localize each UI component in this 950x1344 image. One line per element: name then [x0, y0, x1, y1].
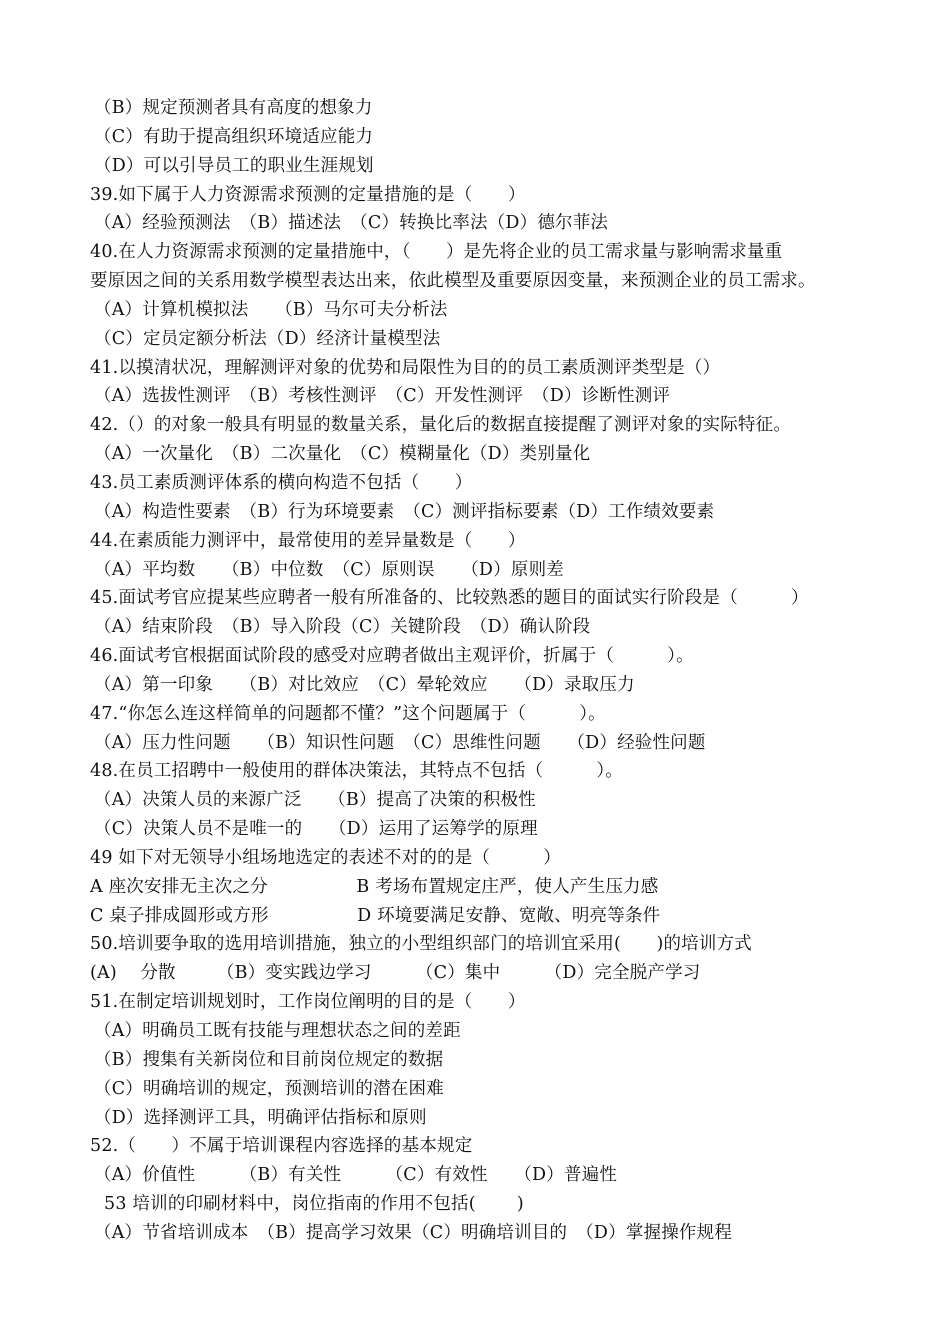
- option-line: A 座次安排无主次之分 B 考场布置规定庄严，使人产生压力感: [90, 876, 659, 897]
- option-line: （A）明确员工既有技能与理想状态之间的差距: [94, 1021, 461, 1041]
- question-41: 41.以摸清状况，理解测评对象的优势和局限性为目的的员工素质测评类型是（）: [90, 357, 721, 378]
- option-line: (A) 分散 （B）变实践边学习 （C）集中 （D）完全脱产学习: [90, 963, 701, 984]
- option-line: （A）计算机模拟法 （B）马尔可夫分析法: [94, 299, 448, 320]
- option-line: （A）决策人员的来源广泛 （B）提高了决策的积极性: [94, 790, 536, 811]
- question-39: 39.如下属于人力资源需求预测的定量措施的是（ ）: [90, 184, 526, 205]
- option-line: （B）规定预测者具有高度的想象力: [94, 98, 373, 118]
- question-52: 52.（ ）不属于培训课程内容选择的基本规定: [90, 1136, 473, 1157]
- option-line: （B）搜集有关新岗位和目前岗位规定的数据: [94, 1049, 444, 1070]
- question-48: 48.在员工招聘中一般使用的群体决策法，其特点不包括（ ）。: [90, 761, 623, 782]
- option-line: （A）平均数 （B）中位数 （C）原则误 （D）原则差: [94, 559, 564, 580]
- exam-question-list: [90, 94, 890, 1248]
- option-line: （A）节省培训成本 （B）提高学习效果（C）明确培训目的 （D）掌握操作规程: [94, 1222, 733, 1243]
- question-53: 53 培训的印刷材料中，岗位指南的作用不包括( ): [104, 1194, 524, 1215]
- option-line: （C）定员定额分析法（D）经济计量模型法: [94, 328, 441, 349]
- option-line: （C）明确培训的规定，预测培训的潜在困难: [94, 1078, 444, 1099]
- question-49: 49 如下对无领导小组场地选定的表述不对的的是（ ）: [90, 847, 561, 868]
- question-44: 44.在素质能力测评中，最常使用的差异量数是（ ）: [90, 530, 526, 551]
- option-line: C 桌子排成圆形或方形 D 环境要满足安静、宽敞、明亮等条件: [90, 905, 661, 926]
- question-40-continued: 要原因之间的关系用数学模型表达出来，依此模型及重要原因变量，来预测企业的员工需求。: [90, 271, 816, 292]
- option-line: （A）经验预测法 （B）描述法 （C）转换比率法（D）德尔菲法: [94, 213, 609, 234]
- question-46: 46.面试考官根据面试阶段的感受对应聘者做出主观评价，折属于（ ）。: [90, 646, 694, 667]
- option-line: （C）决策人员不是唯一的 （D）运用了运筹学的原理: [94, 819, 538, 840]
- question-50: 50.培训要争取的选用培训措施，独立的小型组织部门的培训宜采用( )的培训方式: [90, 934, 752, 955]
- question-40: 40.在人力资源需求预测的定量措施中，（ ）是先将企业的员工需求量与影响需求量重: [90, 242, 783, 263]
- question-47: 47.“你怎么连这样简单的问题都不懂？”这个问题属于（ ）。: [90, 703, 606, 724]
- option-line: （C）有助于提高组织环境适应能力: [94, 126, 374, 147]
- option-line: （A）选拔性测评 （B）考核性测评 （C）开发性测评 （D）诊断性测评: [94, 386, 671, 407]
- option-line: （A）压力性问题 （B）知识性问题 （C）思维性问题 （D）经验性问题: [94, 732, 706, 753]
- question-43: 43.员工素质测评体系的横向构造不包括（ ）: [90, 472, 473, 493]
- question-51: 51.在制定培训规划时，工作岗位阐明的目的是（ ）: [90, 992, 526, 1013]
- option-line: （A）价值性 （B）有关性 （C）有效性 （D）普遍性: [94, 1165, 618, 1186]
- option-line: （A）构造性要素 （B）行为环境要素 （C）测评指标要素（D）工作绩效要素: [94, 501, 715, 522]
- question-45: 45.面试考官应提某些应聘者一般有所准备的、比较熟悉的题目的面试实行阶段是（ ）: [90, 588, 809, 609]
- option-line: （D）可以引导员工的职业生涯规划: [94, 155, 374, 176]
- option-line: （A）第一印象 （B）对比效应 （C）晕轮效应 （D）录取压力: [94, 674, 635, 695]
- question-42: 42.（）的对象一般具有明显的数量关系，量化后的数据直接提醒了测评对象的实际特征。: [90, 415, 792, 436]
- option-line: （D）选择测评工具，明确评估指标和原则: [94, 1107, 427, 1128]
- option-line: （A）结束阶段 （B）导入阶段（C）关键阶段 （D）确认阶段: [94, 617, 591, 638]
- option-line: （A）一次量化 （B）二次量化 （C）模糊量化（D）类别量化: [94, 444, 591, 465]
